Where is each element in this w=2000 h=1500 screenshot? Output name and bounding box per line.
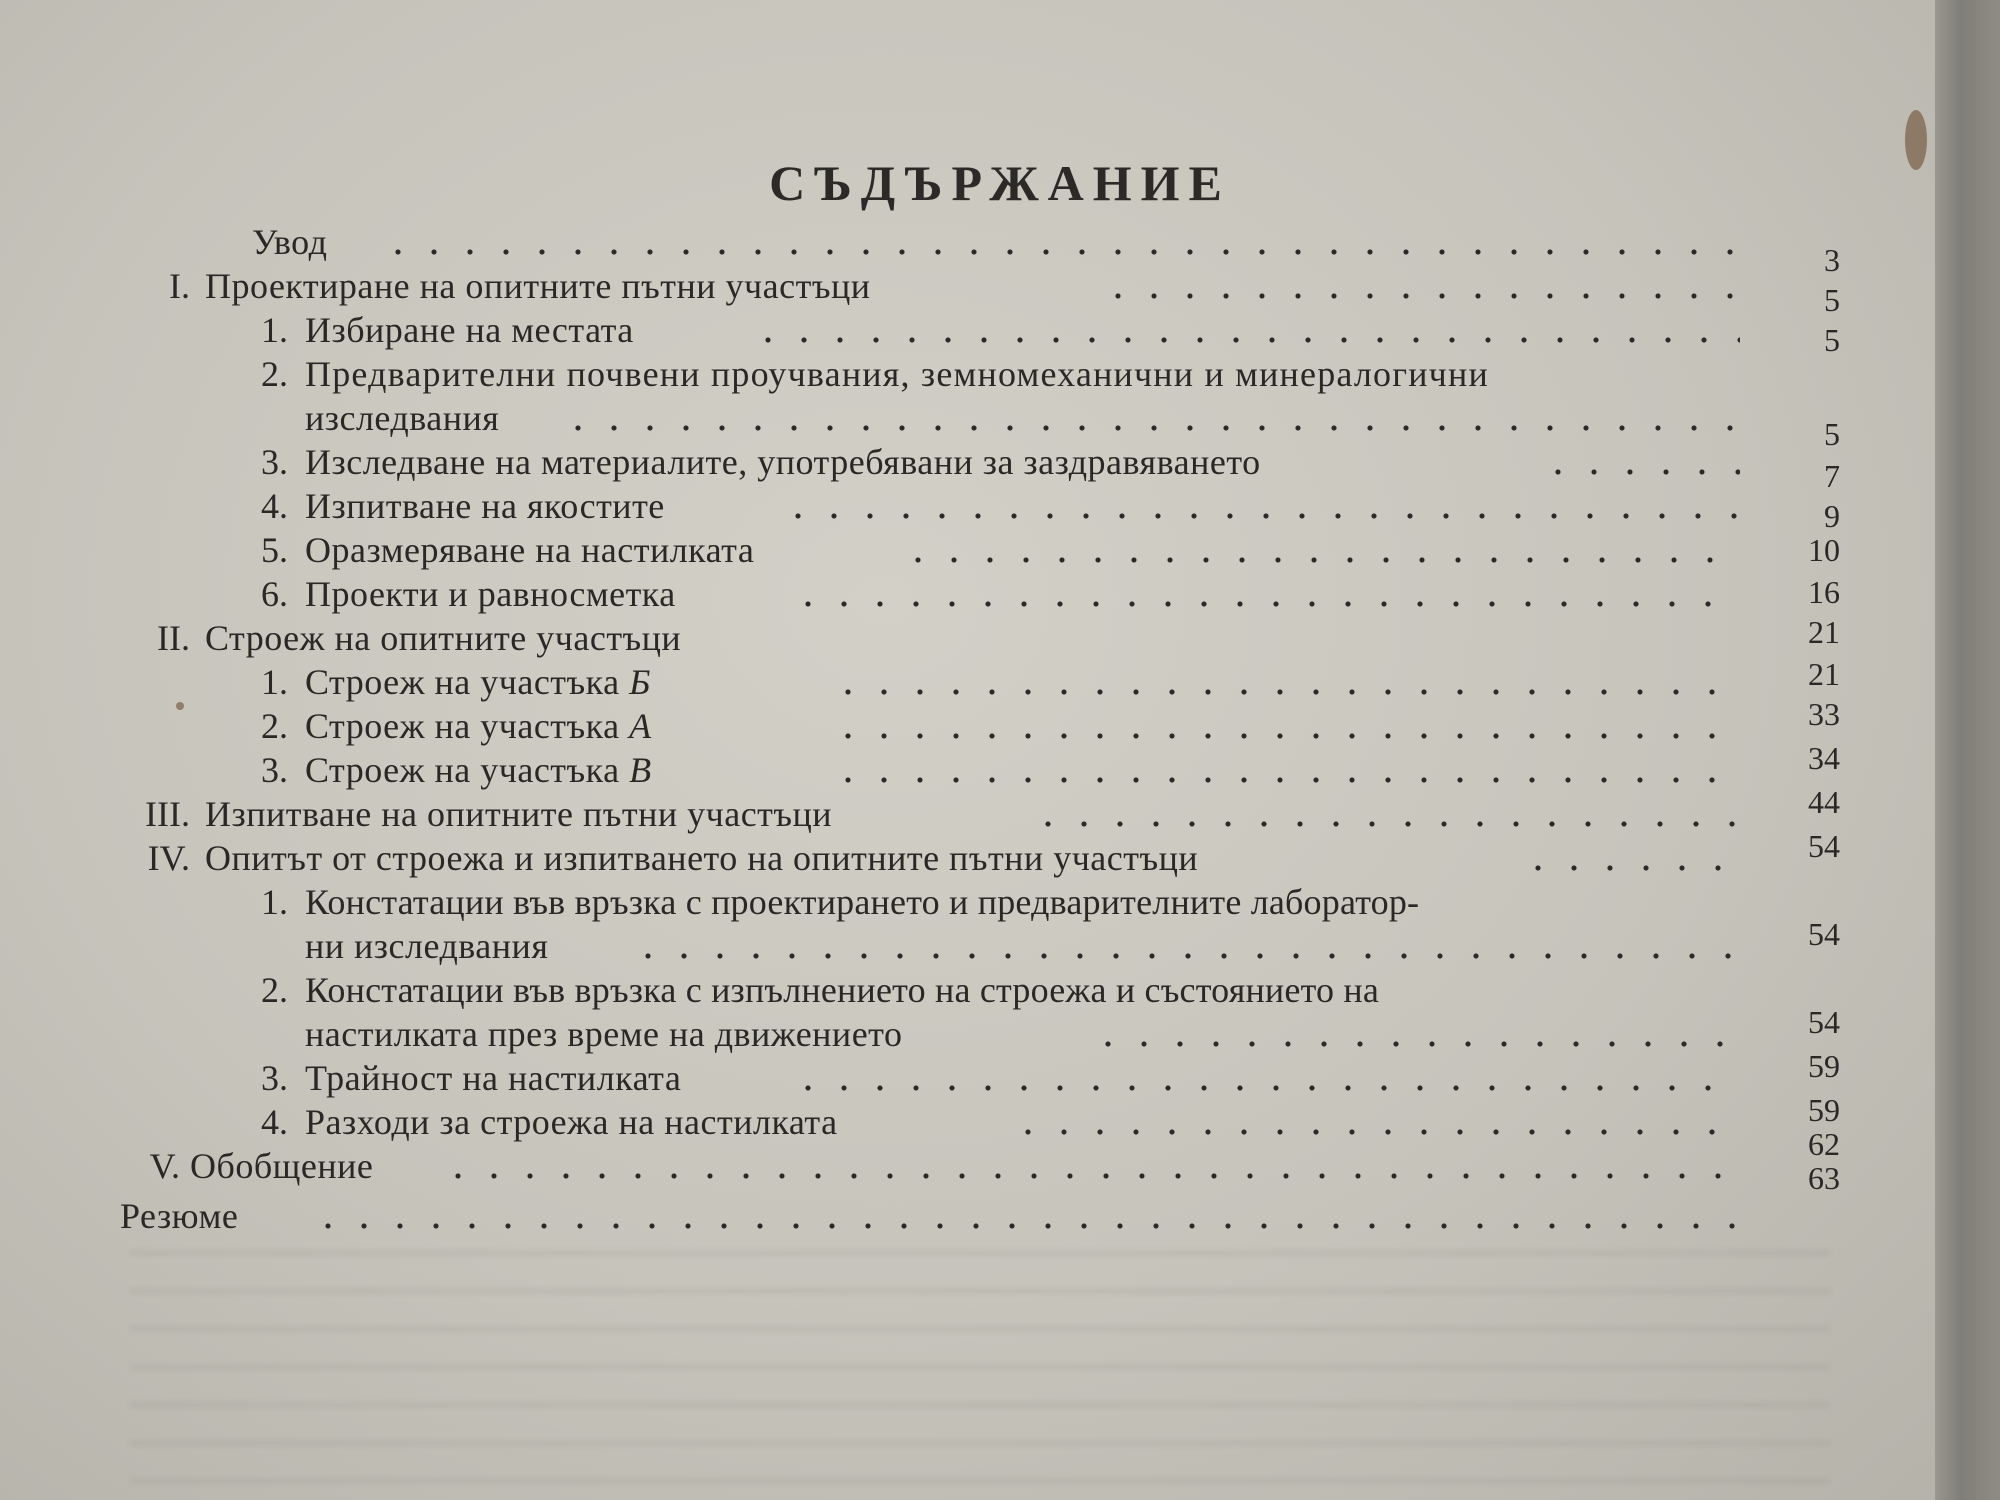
toc-number: 2. xyxy=(261,354,288,394)
toc-number: IV. xyxy=(147,838,190,878)
toc-page-number: 54 xyxy=(1808,1004,1840,1040)
toc-number: V. xyxy=(149,1146,180,1186)
toc-number: III. xyxy=(145,794,190,834)
toc-page-number: 5 xyxy=(1824,282,1840,318)
toc-number: 5. xyxy=(261,530,288,570)
toc-label xyxy=(305,660,651,704)
toc-label xyxy=(305,748,652,792)
toc-label: Проектиране на опитните пътни участъци xyxy=(205,266,871,306)
toc-leader-dots xyxy=(1540,468,1740,476)
toc-entry xyxy=(0,528,2000,572)
toc-number: 1. xyxy=(261,310,288,350)
toc-leader-dots xyxy=(1030,820,1740,828)
toc-label xyxy=(305,704,652,748)
toc-label-italic: В xyxy=(629,750,652,790)
toc-label: Увод xyxy=(252,222,328,262)
toc-label: Констатации във връзка с проектирането и предварителните лаборатор- xyxy=(305,882,1420,922)
toc-entry xyxy=(0,1092,2000,1144)
toc-leader-dots xyxy=(630,952,1740,960)
toc-number: 3. xyxy=(261,750,288,790)
toc-leader-dots xyxy=(1520,864,1740,872)
toc-entry xyxy=(0,352,2000,396)
toc-leader-dots xyxy=(790,600,1740,608)
toc-label-italic: А xyxy=(629,706,652,746)
toc-number: II. xyxy=(157,618,190,658)
toc-label: Строеж на опитните участъци xyxy=(205,618,682,658)
toc-entry xyxy=(0,656,2000,704)
toc-label: Изпитване на якостите xyxy=(305,486,665,526)
toc-number: 4. xyxy=(261,486,288,526)
toc-entry xyxy=(0,572,2000,616)
toc-entry xyxy=(0,740,2000,792)
toc-number: 1. xyxy=(261,882,288,922)
toc-number: 4. xyxy=(261,1102,288,1142)
toc-label-text: Строеж на участъка xyxy=(305,706,630,746)
toc-number: 1. xyxy=(261,662,288,702)
toc-entry xyxy=(0,1126,2000,1188)
toc-page-number: 62 xyxy=(1808,1126,1840,1162)
toc-label-text: Строеж на участъка xyxy=(305,662,630,702)
toc-leader-dots xyxy=(560,424,1740,432)
toc-number: 3. xyxy=(261,1058,288,1098)
toc-entry xyxy=(0,1048,2000,1100)
toc-leader-dots xyxy=(1010,1128,1740,1136)
toc-label: Обобщение xyxy=(190,1146,374,1186)
toc-page-number: 59 xyxy=(1808,1092,1840,1128)
toc-label-italic: Б xyxy=(629,662,651,702)
toc-number: 3. xyxy=(261,442,288,482)
toc-page-number: 34 xyxy=(1808,740,1840,776)
toc-page-number: 44 xyxy=(1808,784,1840,820)
toc-leader-dots xyxy=(310,1222,1740,1230)
toc-entry xyxy=(0,1004,2000,1056)
toc-label: Резюме xyxy=(120,1196,239,1236)
toc-leader-dots xyxy=(830,776,1740,784)
toc-leader-dots xyxy=(830,688,1740,696)
toc-label: Проекти и равносметка xyxy=(305,574,676,614)
toc-page-number: 7 xyxy=(1824,458,1840,494)
toc-leader-dots xyxy=(750,336,1740,344)
toc-entry xyxy=(0,484,2000,534)
toc-label: Разходи за строежа на настилката xyxy=(305,1102,838,1142)
toc-leader-dots xyxy=(1090,1040,1740,1048)
toc-entry xyxy=(0,396,2000,452)
show-through-text xyxy=(130,1250,1830,1490)
toc-page-number: 54 xyxy=(1808,828,1840,864)
toc-label: Избиране на местата xyxy=(305,310,634,350)
toc-label: Опитът от строежа и изпитването на опитните пътни участъци xyxy=(205,838,1199,878)
toc-entry xyxy=(0,264,2000,318)
toc-label: изследвания xyxy=(305,398,500,438)
toc-leader-dots xyxy=(790,1084,1740,1092)
toc-page-number: 33 xyxy=(1808,696,1840,732)
toc-label: ни изследвания xyxy=(305,926,549,966)
toc-label: Трайност на настилката xyxy=(305,1058,682,1098)
toc-number: 2. xyxy=(261,970,288,1010)
toc-page-number: 21 xyxy=(1808,656,1840,692)
toc-page-number: 16 xyxy=(1808,574,1840,610)
toc-entry xyxy=(0,880,2000,924)
toc-label: Изследване на материалите, употребявани за заздравяването xyxy=(305,442,1261,482)
toc-page-number: 21 xyxy=(1808,614,1840,650)
toc-entry xyxy=(0,784,2000,836)
toc-leader-dots xyxy=(1100,292,1740,300)
toc-entry xyxy=(0,696,2000,748)
toc-entry xyxy=(0,440,2000,494)
toc-leader-dots xyxy=(900,556,1740,564)
toc-page-number: 54 xyxy=(1808,916,1840,952)
toc-entry xyxy=(0,220,2000,278)
toc-page-number: 10 xyxy=(1808,532,1840,568)
toc-entry xyxy=(0,968,2000,1012)
toc-label: Констатации във връзка с изпълнението на строежа и състоянието на xyxy=(305,970,1380,1010)
toc-entry xyxy=(0,308,2000,358)
toc-label-text: Строеж на участъка xyxy=(305,750,630,790)
toc-page-number: 5 xyxy=(1824,322,1840,358)
toc-page-number: 9 xyxy=(1824,498,1840,534)
toc-page-number: 5 xyxy=(1824,416,1840,452)
toc-leader-dots xyxy=(440,1172,1740,1180)
toc-page-number: 59 xyxy=(1808,1048,1840,1084)
toc-number: I. xyxy=(169,266,190,306)
toc-leader-dots xyxy=(780,512,1740,520)
toc-label: Предварителни почвени проучвания, земномеханични и минералогични xyxy=(305,354,1489,394)
toc-page-number: 3 xyxy=(1824,242,1840,278)
toc-number: 2. xyxy=(261,706,288,746)
toc-leader-dots xyxy=(830,732,1740,740)
toc-number: 6. xyxy=(261,574,288,614)
page-title: СЪДЪРЖАНИЕ xyxy=(769,154,1231,211)
toc-entry xyxy=(0,916,2000,968)
toc-entry xyxy=(0,828,2000,880)
toc-label: настилката през време на движението xyxy=(305,1014,903,1054)
toc-leader-dots xyxy=(380,248,1740,256)
toc-label: Изпитване на опитните пътни участъци xyxy=(205,794,833,834)
toc-label: Оразмеряване на настилката xyxy=(305,530,755,570)
toc-entry xyxy=(0,616,2000,660)
toc-page-number: 63 xyxy=(1808,1160,1840,1196)
